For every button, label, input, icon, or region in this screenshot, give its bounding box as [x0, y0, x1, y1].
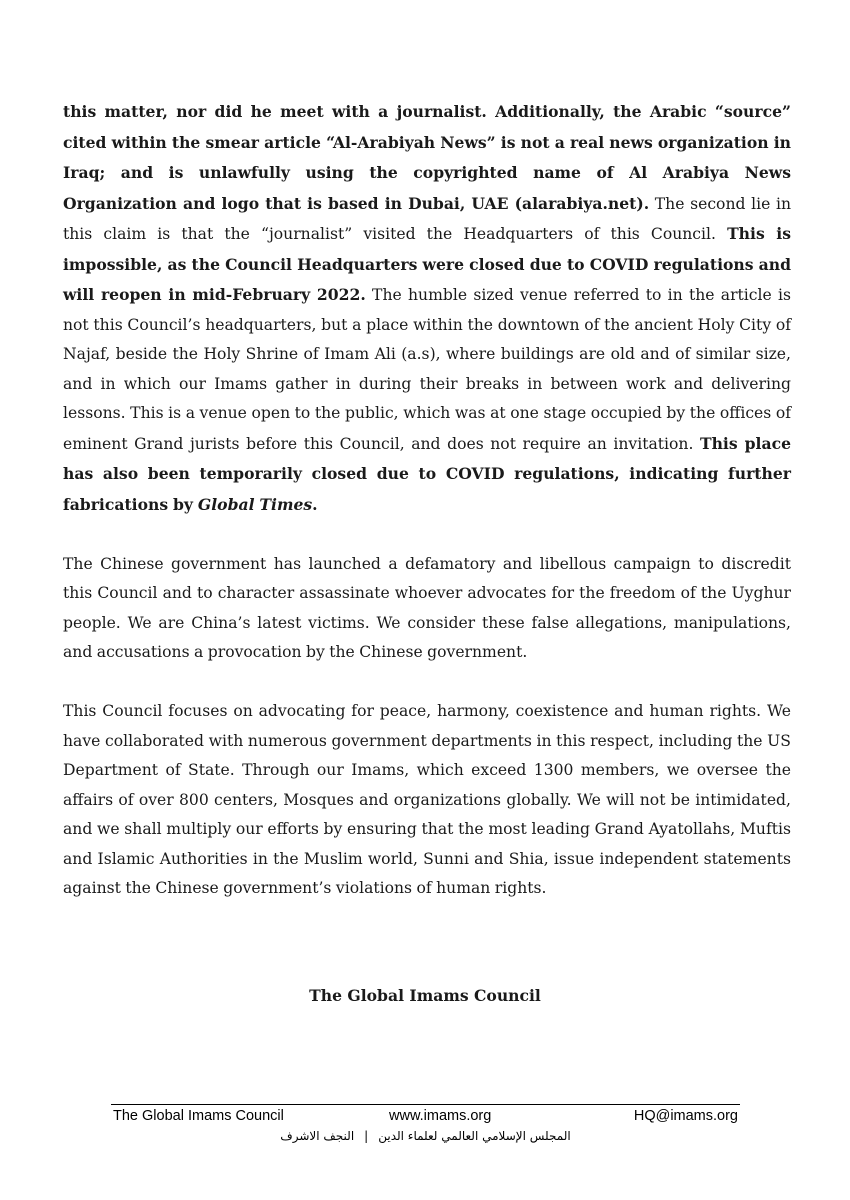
signature: The Global Imams Council	[309, 986, 541, 1005]
footer-arabic-location: النجف الاشرف	[280, 1129, 355, 1143]
paragraph-2: The Chinese government has launched a defamatory and libellous campaign to discredit this Council and to character assassinate whoever advocates for the freedom of the Uyghur people. We are China’s latest victims. We consider these false allegations, manipulations, and accusations a provocation by the Chinese government.	[63, 554, 791, 661]
paragraph-gap	[63, 668, 791, 698]
footer-divider	[111, 1104, 740, 1105]
paragraph-1-bold-3-text: This place has also been temporarily closed due to COVID regulations, indicating further fabrications by	[63, 433, 791, 514]
footer-arabic-line	[111, 1129, 740, 1147]
paragraph-1	[63, 97, 791, 520]
paragraph-1-bold-1: this matter, nor did he meet with a journalist. Additionally, the Arabic “source” cited within the smear article “Al-Arabiyah News” is not a real news organization in Iraq; and is unlawfully using the copyrighted name of Al Arabiya News Organization and logo that is based in Dubai, UAE (alarabiya.net).	[63, 102, 791, 213]
paragraph-1-bold-2: This is impossible, as the Council Headquarters were closed due to COVID regulations and will reopen in mid-February 2022.	[63, 224, 791, 304]
letter-body	[63, 97, 791, 904]
footer-arabic-name: المجلس الإسلامي العالمي لعلماء الدين	[378, 1129, 571, 1143]
footer-separator: |	[364, 1129, 369, 1143]
footer	[111, 1108, 740, 1128]
paragraph-gap	[63, 520, 791, 550]
global-times-reference: Global Times	[197, 494, 313, 514]
footer-organization-name: The Global Imams Council	[113, 1108, 284, 1124]
paragraph-1-period: .	[312, 494, 318, 514]
footer-email-link[interactable]: HQ@imams.org	[633, 1108, 738, 1124]
paragraph-1-text-2: The humble sized venue referred to in the article is not this Council’s headquarters, but a place within the downtown of the ancient Holy City of Najaf, beside the Holy Shrine of Imam Ali (a.s), where buildings are old and of similar size, and in which our Imams gather in during their breaks in between work and delivering lessons. This is a venue open to the public, which was at one stage occupied by the offices of eminent Grand jurists before this Council, and does not require an invitation.	[63, 286, 792, 453]
footer-website-link[interactable]: www.imams.org	[389, 1108, 492, 1124]
paragraph-1-text-1: The second lie in this claim is that the “journalist” visited the Headquarters of this Council.	[63, 194, 791, 243]
paragraph-3: This Council focuses on advocating for peace, harmony, coexistence and human rights. We have collaborated with numerous government departments in this respect, including the US Department of State. Through our Imams, which exceed 1300 members, we oversee the affairs of over 800 centers, Mosques and organizations globally. We will not be intimidated, and we shall multiply our efforts by ensuring that the most leading Grand Ayatollahs, Muftis and Islamic Authorities in the Muslim world, Sunni and Shia, issue independent statements against the Chinese government’s violations of human rights.	[63, 702, 791, 897]
